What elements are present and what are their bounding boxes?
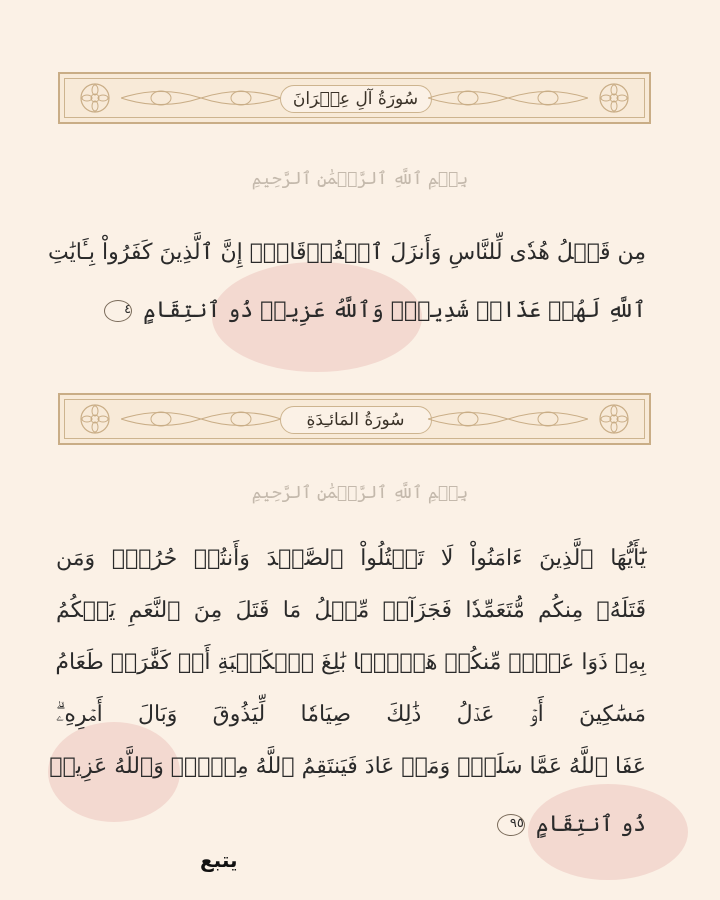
continue-label: يتبع	[200, 848, 238, 872]
verse-line: مَسَٰكِينَ أَوۡ عَدۡلُ ذَٰلِكَ صِيَامٗا لِّيَذُوقَ وَبَالَ أَمۡرِهِۦۗ	[56, 702, 646, 727]
ornament-icon	[428, 406, 588, 432]
basmala: بِسۡمِ ٱللَّهِ ٱلرَّحۡمَٰنِ ٱلرَّحِيمِ	[251, 483, 469, 503]
verse-text: ٱللَّهِ لَهُمۡ عَذَابٞ شَدِيدٞۗ وَٱللَّهُ عَزِيزٞ ذُو ٱنتِقَامٍ	[143, 298, 646, 323]
basmala: بِسۡمِ ٱللَّهِ ٱلرَّحۡمَٰنِ ٱلرَّحِيمِ	[251, 169, 469, 189]
verse-line: بِهِۦ ذَوَا عَدۡلٖ مِّنكُمۡ هَدۡيَۢا بَٰلِغَ ٱلۡكَعۡبَةِ أَوۡ كَفَّٰرَةٞ طَعَامُ	[55, 650, 646, 675]
ornament-icon	[121, 406, 281, 432]
surah-banner-al-maidah	[58, 393, 651, 445]
banner-inner-frame	[64, 399, 645, 439]
rosette-icon	[79, 82, 111, 114]
verse-line	[56, 812, 646, 837]
verse-line: قَتَلَهُۥ مِنكُم مُّتَعَمِّدٗا فَجَزَآءٞ مِّثۡلُ مَا قَتَلَ مِنَ ٱلنَّعَمِ يَحۡكُمُ	[56, 598, 646, 623]
ornament-icon	[121, 85, 281, 111]
rosette-icon	[598, 82, 630, 114]
ayah-number-marker: ٩٥	[497, 814, 525, 836]
verse-line: عَفَا ٱللَّهُ عَمَّا سَلَفَۚ وَمَنۡ عَادَ فَيَنتَقِمُ ٱللَّهُ مِنۡهُۚ وَٱللَّهُ عَزِيزٞ	[49, 754, 646, 779]
surah-title: سُورَةُ المَائـِدَةِ	[280, 406, 432, 434]
ornament-icon	[428, 85, 588, 111]
verse-line: مِن قَبۡلُ هُدٗى لِّلنَّاسِ وَأَنزَلَ ٱلۡفُرۡقَانَۗ إِنَّ ٱلَّذِينَ كَفَرُواْ بِـَٔايَٰتِ	[48, 240, 646, 265]
banner-inner-frame	[64, 78, 645, 118]
ayah-number-marker: ٤	[104, 300, 132, 322]
verse-line: يَٰٓأَيُّهَا ٱلَّذِينَ ءَامَنُواْ لَا تَقۡتُلُواْ ٱلصَّيۡدَ وَأَنتُمۡ حُرُمٞۚ وَمَن	[56, 546, 646, 571]
rosette-icon	[79, 403, 111, 435]
surah-title: سُورَةُ آلِ عِمۡرَانَ	[280, 85, 432, 113]
rosette-icon	[598, 403, 630, 435]
verse-line	[56, 298, 646, 323]
verse-text: ذُو ٱنتِقَامٍ	[535, 812, 646, 837]
surah-banner-al-imran	[58, 72, 651, 124]
